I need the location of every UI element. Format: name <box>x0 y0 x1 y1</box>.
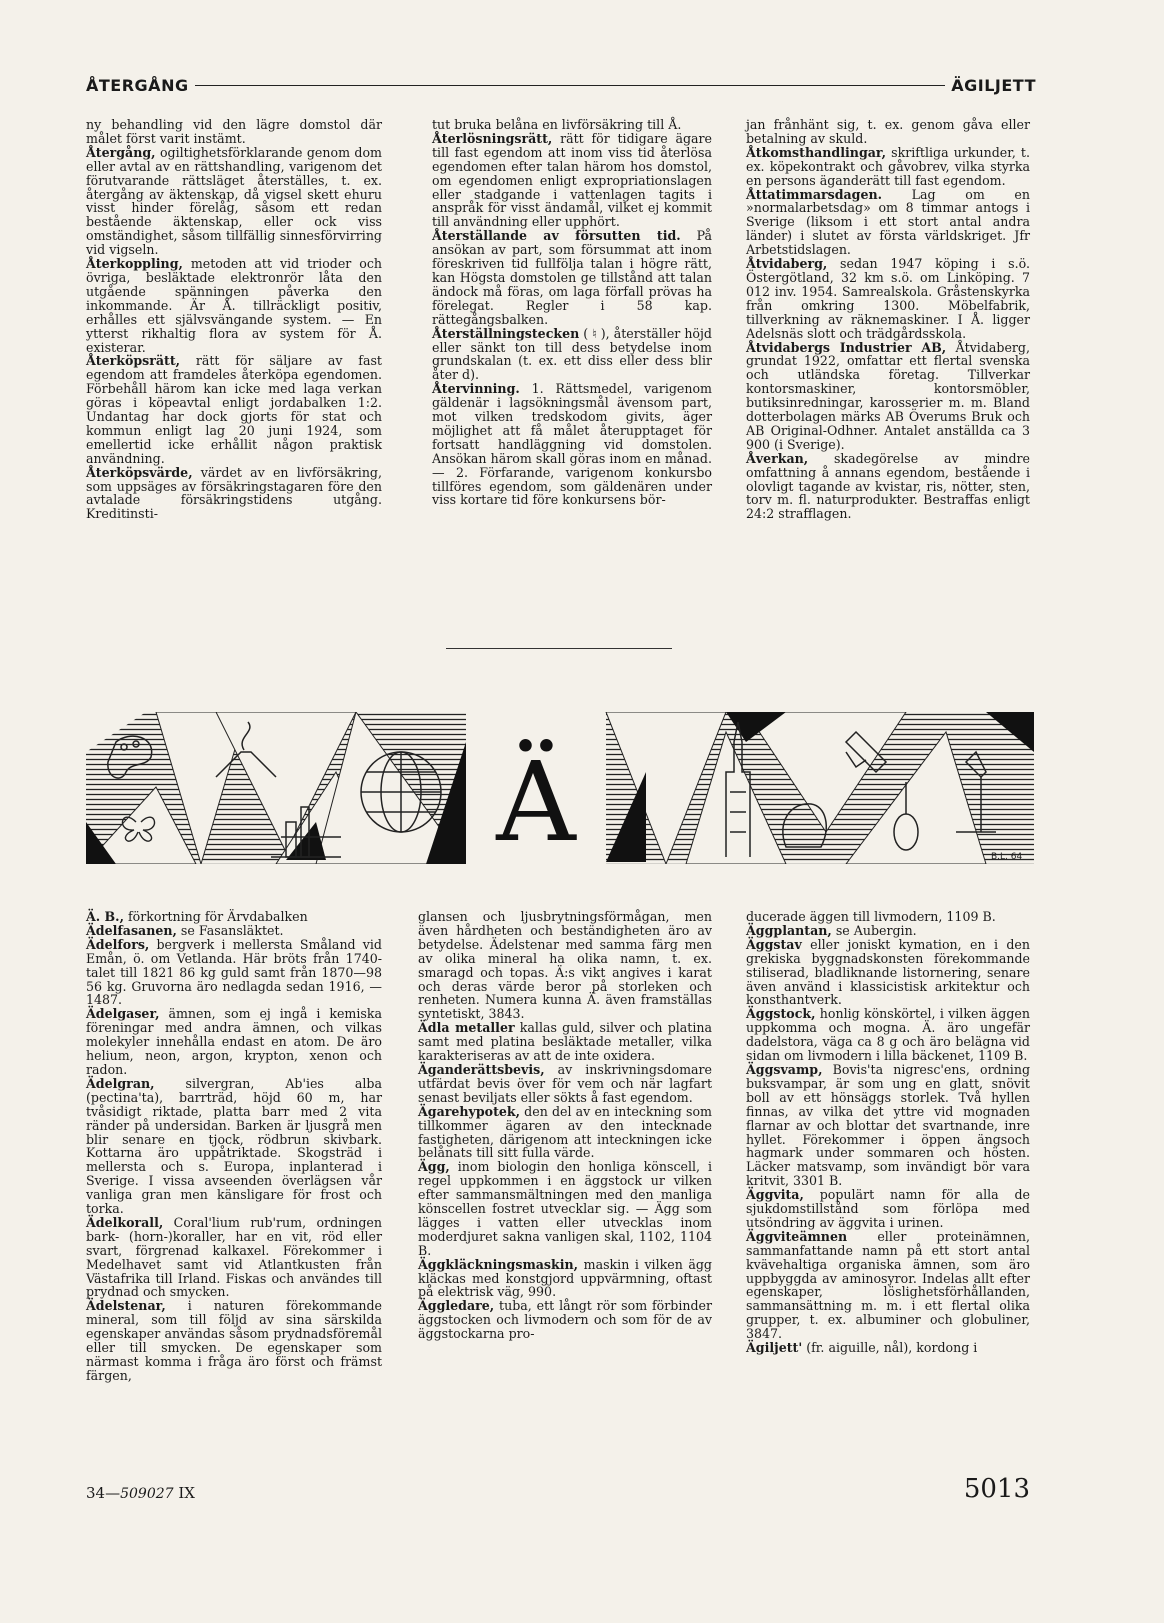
globe-icon <box>361 752 441 832</box>
entry-paragraph <box>86 910 382 924</box>
bottom-column-3 <box>746 910 1030 1355</box>
entry-headword: Äggkläckningsmaskin, <box>418 1256 579 1272</box>
entry-headword: Ädelfasanen, <box>86 922 177 938</box>
page-number: 5013 <box>963 1474 1030 1504</box>
entry-text: sedan 1947 köping i s.ö. Östergötland, 32 km s.ö. om Linköping. 7 012 inv. 1954. Samrealskola. Gråstenskyrka från omkring 1300. Möbelfabrik, tillverkning av räknemaskiner. I Å. ligger Adelsnäs slott och trädgårdsskola. <box>746 256 1030 341</box>
entry-headword: Återgång, <box>86 144 156 160</box>
entry-paragraph <box>418 1063 712 1105</box>
entry-text: eller proteinämnen, sammanfattande namn på ett stort antal kvävehaltiga organiska ämnen, som äro uppbyggda av aminosyror. Indelas allt efter egenskaper, löslighetsförhållanden, sammansättning m. m. i ett flertal olika grupper, t. ex. albuminer och globuliner, 3847. <box>746 1228 1030 1342</box>
entry-text: ducerade äggen till livmodern, 1109 B. <box>746 909 996 924</box>
entry-headword: Äggsvamp, <box>746 1061 823 1077</box>
entry-text: ny behandling vid den lägre domstol där målet först varit instämt. <box>86 117 382 146</box>
entry-text: inom biologin den honliga könscell, i regel uppkommen i en äggstock ur vilken efter sammansmältningen med den manliga könscellen fostret utvecklar sig. — Ägg som lägges i vatten eller utvecklas inom moderdjuret sakna vanligen skal, 1102, 1104 B. <box>418 1159 712 1258</box>
entry-text: tut bruka belåna en livförsäkring till Å. <box>432 117 682 132</box>
entry-headword: Ägg, <box>418 1159 450 1175</box>
entry-paragraph <box>746 118 1030 146</box>
footer-print-code <box>86 1484 195 1502</box>
entry-paragraph <box>86 466 382 522</box>
entry-headword: Ädelkorall, <box>86 1214 164 1230</box>
footer-code-italic: 509027 <box>120 1486 174 1502</box>
entry-headword: Äggviteämnen <box>746 1228 848 1244</box>
entry-paragraph <box>418 1021 712 1063</box>
entry-paragraph <box>418 1299 712 1341</box>
entry-headword: Åtvidabergs Industrier AB, <box>746 339 947 355</box>
entry-text: metoden att vid trioder och övriga, besläktade elektronrör låta den utgående spänningen påverka den inkommande. Är Å. tillräckligt positiv, erhålles ett självsvängande system. — En ytterst rikhaltig flora av system för Å. existerar. <box>86 256 382 355</box>
entry-text: se Fasansläktet. <box>176 922 284 938</box>
entry-text: Åtvidaberg, grundat 1922, omfattar ett flertal svenska och utländska företag. Tillverkar kontorsmaskiner, kontorsmöbler, butiksinredningar, karosserier m. m. Bland dotterbolagen märks AB Överums Bruk och AB Original-Odhner. Antalet anställda ca 3 900 (i Sverige). <box>746 339 1030 452</box>
bottom-column-1 <box>86 910 382 1383</box>
entry-text: rätt för säljare av fast egendom att framdeles återköpa egendomen. Förbehåll härom kan icke med laga verkan göras i köpeavtal enligt jordabalken 1:2. Undantag har dock gjorts för stat och kommun enligt lag 20 juni 1924, som emellertid icke erhållit någon praktisk användning. <box>86 353 382 466</box>
entry-paragraph <box>86 118 382 146</box>
entry-headword: Ädla metaller <box>418 1020 515 1036</box>
entry-paragraph <box>746 910 1030 924</box>
entry-paragraph <box>746 1341 1030 1355</box>
entry-paragraph <box>86 1216 382 1299</box>
entry-text: bergverk i mellersta Småland vid Emån, ö. om Vetlanda. Här bröts från 1740-talet till 1821 86 kg guld samt från 1870—98 56 kg. Gruvorna äro nedlagda sedan 1916, — 1487. <box>86 936 382 1008</box>
entry-paragraph <box>432 327 712 383</box>
entry-text: honlig könskörtel, i vilken äggen uppkomma och mogna. Ä. äro ungefär dadelstora, väga ca 8 g och äro belägna vid sidan om livmodern i lilla bäckenet, 1109 B. <box>746 1006 1030 1064</box>
entry-headword: Åtvidaberg, <box>746 256 828 272</box>
entry-headword: Äggplantan, <box>746 922 832 938</box>
footer-code: 34— <box>86 1484 121 1502</box>
running-header <box>86 76 1036 100</box>
entry-headword: Äggvita, <box>746 1187 804 1203</box>
entry-paragraph <box>746 188 1030 258</box>
entry-paragraph <box>746 1230 1030 1341</box>
entry-paragraph <box>418 910 712 1021</box>
header-rule <box>86 85 1036 86</box>
entry-text: maskin i vilken ägg kläckas med konstgjord uppvärmning, oftast på elektrisk väg, 990. <box>418 1256 712 1300</box>
entry-text: Lag om en »normalarbetsdag» om 8 timmar antogs i Sverige (liksom i ett stort antal andra länder) i slutet av första världskriget. Jfr Arbetstidslagen. <box>746 186 1030 258</box>
header-left-word: ÅTERGÅNG <box>86 76 195 95</box>
entry-text: den del av en inteckning som tillkommer ägaren av den intecknade fastigheten, därigenom att inteckningen icke belånats till sitt fulla värde. <box>418 1103 712 1161</box>
entry-paragraph <box>418 1105 712 1161</box>
entry-paragraph <box>746 146 1030 188</box>
entry-paragraph <box>746 938 1030 1008</box>
section-divider <box>446 648 672 649</box>
entry-headword: Ädelfors, <box>86 936 150 952</box>
entry-text: populärt namn för alla de sjukdomstillstånd som förlöpa med utsöndring av äggvita i urinen. <box>746 1187 1030 1230</box>
entry-paragraph <box>86 257 382 354</box>
entry-paragraph <box>746 1063 1030 1188</box>
bottom-column-2 <box>418 910 712 1341</box>
entry-text: silvergran, Ab'ies alba (pectina'ta), barrträd, höjd 60 m, har tvåsidigt riktade, platta barr med 2 vita ränder på undersidan. Barken är ljusgrå men blir senare en tjock, rödbrun skivbark. Kottarna äro uppåtriktade. Skogsträd i mellersta och s. Europa, inplanterad i Sverige. I vissa avseenden överlägsen vår vanliga gran men känsligare för frost och torka. <box>86 1075 382 1217</box>
entry-headword: Ädelgaser, <box>86 1006 160 1022</box>
entry-text: skriftliga urkunder, t. ex. köpekontrakt och gåvobrev, vilka styrka en persons äganderätt till fast egendom. <box>746 144 1030 188</box>
entry-headword: Äggstock, <box>746 1006 816 1022</box>
entry-paragraph <box>432 382 712 507</box>
entry-text: ( ♮ ), återställer höjd eller sänkt ton till dess betydelse inom grundskalan (t. ex. ett diss eller dess blir åter d). <box>432 325 712 383</box>
entry-text: skadegörelse av mindre omfattning å annans egendom, bestående i olovligt tagande av kvistar, ris, nötter, sten, torv m. fl. naturprodukter. Bestraffas enligt 24:2 strafflagen. <box>746 450 1030 522</box>
entry-headword: Återköpsrätt, <box>86 353 181 369</box>
entry-text: Coral'lium rub'rum, ordningen bark- (horn-)koraller, har en vit, röd eller svart, förgrenad kalkaxel. Förekommer i Medelhavet samt vid Atlantkusten från Västafrika till Irland. Fiskas och användes till prydnad och smycken. <box>86 1214 382 1300</box>
entry-text: ämnen, som ej ingå i kemiska föreningar med andra ämnen, och vilkas molekyler innehålla endast en atom. De äro helium, neon, argon, krypton, xenon och radon. <box>86 1006 382 1077</box>
entry-paragraph <box>746 257 1030 340</box>
entry-text: tuba, ett långt rör som förbinder äggstocken och livmodern och som för de av äggstockarna pro- <box>418 1298 712 1342</box>
artist-signature: B.L. 64 <box>991 852 1023 862</box>
footer-volume: IX <box>173 1484 195 1502</box>
entry-text: se Aubergin. <box>831 922 917 938</box>
entry-headword: Äggledare, <box>418 1298 495 1314</box>
entry-text: 1. Rättsmedel, varigenom gäldenär i lagsökningsmål ävensom part, mot vilken tredskodom givits, äger möjlighet att få målet återupptaget för fortsatt handläggning vid domstolen. Ansökan härom skall göras inom en månad. — 2. Förfarande, varigenom konkursbo tillföres egendom, som gäldenären under viss kortare tid före konkursens bör- <box>432 381 712 508</box>
entry-paragraph <box>86 938 382 1008</box>
entry-headword: Återvinning. <box>432 381 520 397</box>
entry-paragraph <box>418 1258 712 1300</box>
entry-text: På ansökan av part, som försummat att inom föreskriven tid fullfölja talan i högre rätt, kan Högsta domstolen ge tillstånd att talan ändock må föras, om laga förfall prövas ha förelegat. Regler i 58 kap. rättegångsbalken. <box>432 228 713 327</box>
top-column-1 <box>86 118 382 521</box>
top-column-2 <box>432 118 712 507</box>
entry-paragraph <box>86 146 382 257</box>
entry-headword: Återköpsvärde, <box>86 464 193 480</box>
entry-paragraph <box>746 1007 1030 1063</box>
entry-headword: Ädelstenar, <box>86 1298 166 1314</box>
top-column-3 <box>746 118 1030 521</box>
entry-text: i naturen förekommande mineral, som till följd av sina särskilda egenskaper användas såsom prydnadsföremål eller till smycken. De egenskaper som närmast komma i fråga äro först och främst färgen, <box>86 1298 382 1383</box>
entry-text: rätt för tidigare ägare till fast egendom att inom viss tid återlösa egendomen efter talan härom hos domstol, om egendomen enligt expropriationslagen eller stadgande i vattenlagen tagits i anspråk för visst ändamål, vilket ej kommit till användning eller upphört. <box>432 130 712 230</box>
entry-text: värdet av en livförsäkring, som uppsäges av försäkringstagaren före den avtalade försäkringstidens utgång. Kreditinsti- <box>86 464 382 522</box>
entry-text: eller joniskt kymation, en i den grekiska byggnadskonsten förekommande stiliserad, bladliknande listornering, senare även använd i klassicistisk arkitektur och konsthantverk. <box>746 936 1030 1008</box>
entry-paragraph <box>86 354 382 465</box>
entry-paragraph <box>432 132 712 229</box>
entry-headword: Äggstav <box>746 936 802 952</box>
header-right-word: ÄGILJETT <box>945 76 1036 95</box>
entry-headword: Återlösningsrätt, <box>432 130 553 146</box>
entry-headword: Ägiljett' <box>746 1340 803 1356</box>
entry-headword: Åverkan, <box>746 450 809 466</box>
entry-paragraph <box>418 1160 712 1257</box>
entry-text: (fr. aiguille, nål), kordong i <box>802 1340 978 1356</box>
entry-headword: Återställande av försutten tid. <box>432 228 681 244</box>
entry-paragraph <box>86 1007 382 1077</box>
entry-paragraph <box>86 1299 382 1382</box>
entry-paragraph <box>432 118 712 132</box>
entry-headword: Ä. B., <box>86 909 124 924</box>
banner-letter: Ä <box>496 738 576 864</box>
entry-headword: Äganderättsbevis, <box>418 1061 545 1077</box>
entry-paragraph <box>86 924 382 938</box>
entry-headword: Åtkomsthandlingar, <box>746 144 887 160</box>
entry-headword: Ägarehypotek, <box>418 1103 521 1119</box>
entry-paragraph <box>746 452 1030 522</box>
entry-paragraph <box>86 1077 382 1216</box>
entry-headword: Återkoppling, <box>86 256 183 272</box>
entry-text: Bovis'ta nigresc'ens, ordning buksvampar, är som ung en glatt, snövit boll av ett hönsäggs storlek. Två hyllen finnas, av vilka det yttre vid mognaden flarnar av och blottar det svartnande, inre hyllet. Förekommer i öppen ängsoch hagmark under sommaren och hösten. Läcker matsvamp, som invändigt bör vara kritvit, 3301 B. <box>746 1061 1030 1189</box>
entry-text: av inskrivningsdomare utfärdat bevis över för vem och när lagfart senast beviljats eller sökts å fast egendom. <box>418 1061 712 1105</box>
entry-text: förkortning för Ärvdabalken <box>123 909 308 924</box>
entry-text: glansen och ljusbrytningsförmågan, men även hårdheten och beständigheten äro av betydelse. Ädelstenar med samma färg men av olika mineral ha olika namn, t. ex. smaragd och topas. Ä:s vikt angives i karat och deras värde beror på storleken och renheten. Numera kunna Ä. även framställas syntetiskt, 3843. <box>418 909 712 1022</box>
entry-paragraph <box>432 229 712 326</box>
entry-paragraph <box>746 924 1030 938</box>
letter-banner <box>86 712 1034 864</box>
entry-text: ogiltighetsförklarande genom dom eller avtal av en rättshandling, varigenom det förutvarande rättsläget återställes, t. ex. återgång av äktenskap, då vigsel skett ehuru visst hinder förelåg, såsom ett redan bestående äktenskap, eller ock viss omständighet, såsom tillfällig sinnesförvirring vid vigseln. <box>86 144 382 258</box>
entry-text: jan frånhänt sig, t. ex. genom gåva eller betalning av skuld. <box>746 117 1030 146</box>
entry-paragraph <box>746 1188 1030 1230</box>
entry-headword: Åttatimmarsdagen. <box>746 186 883 202</box>
entry-headword: Ädelgran, <box>86 1075 155 1091</box>
entry-paragraph <box>746 341 1030 452</box>
entry-headword: Återställningstecken <box>432 325 580 341</box>
entry-text: kallas guld, silver och platina samt med platina besläktade metaller, vilka karakteriseras av att de inte oxidera. <box>418 1020 713 1064</box>
